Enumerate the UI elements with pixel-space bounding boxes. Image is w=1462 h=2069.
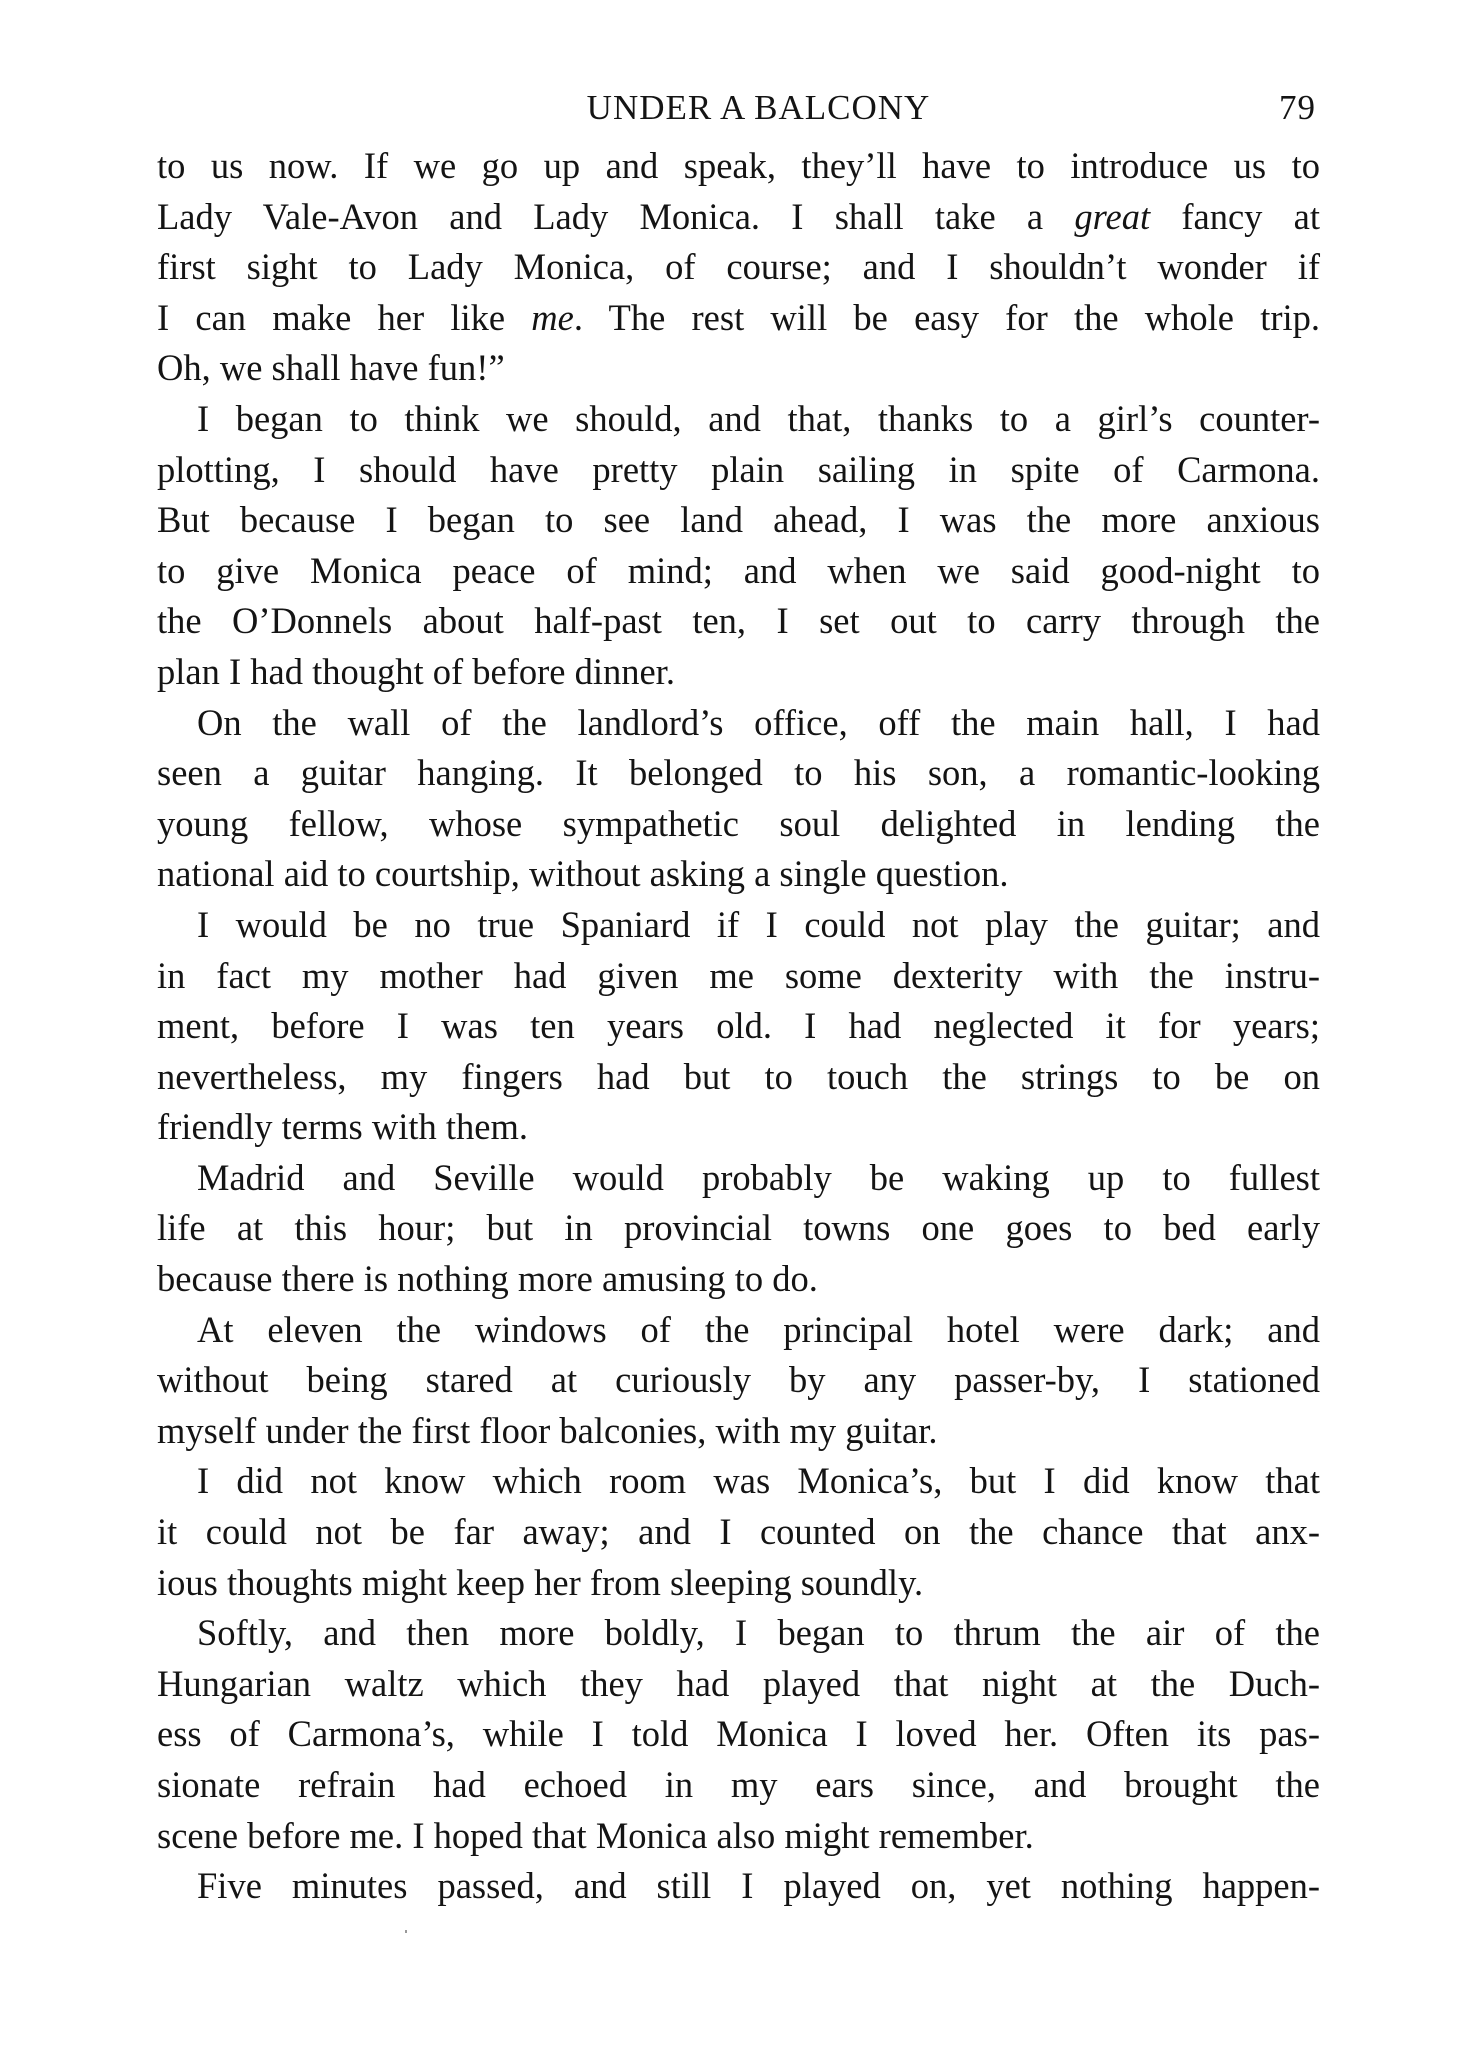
text-segment: seen a guitar hanging. It belonged to his son, a romantic-looking	[157, 752, 1320, 794]
text-segment: without being stared at curiously by any passer-by, I stationed	[157, 1359, 1320, 1401]
text-segment: But because I began to see land ahead, I was the more anxious	[157, 499, 1320, 541]
text-segment: fancy at	[1150, 195, 1320, 237]
text-line	[157, 495, 1320, 546]
text-segment: because there is nothing more amusing to do.	[157, 1258, 818, 1300]
paragraph	[157, 1153, 1320, 1305]
paragraph	[157, 1456, 1320, 1608]
text-segment: At eleven the windows of the principal hotel were dark; and	[197, 1308, 1320, 1350]
text-segment: national aid to courtship, without asking a single question.	[157, 853, 1009, 895]
text-segment: ious thoughts might keep her from sleeping soundly.	[157, 1561, 924, 1603]
text-segment: I began to think we should, and that, thanks to a girl’s counter-	[197, 397, 1320, 439]
paragraph	[157, 698, 1320, 900]
italic-emphasis: great	[1074, 195, 1151, 237]
text-line	[157, 445, 1320, 496]
text-segment: young fellow, whose sympathetic soul delighted in lending the	[157, 802, 1320, 844]
text-segment: it could not be far away; and I counted on the chance that anx-	[157, 1511, 1320, 1553]
text-line	[157, 1355, 1320, 1406]
text-segment: Lady Vale-Avon and Lady Monica. I shall take a	[157, 195, 1075, 237]
text-line	[157, 1558, 1320, 1609]
paragraph	[157, 141, 1320, 394]
text-segment: sionate refrain had echoed in my ears since, and brought the	[157, 1764, 1320, 1805]
text-segment: first sight to Lady Monica, of course; and I shouldn’t wonder if	[157, 246, 1320, 288]
text-segment: Hungarian waltz which they had played that night at the Duch-	[157, 1662, 1320, 1704]
text-line	[157, 1659, 1320, 1710]
scan-speck	[405, 1930, 407, 1933]
running-title: UNDER A BALCONY	[586, 88, 931, 127]
page-number: 79	[1279, 88, 1316, 127]
text-line	[157, 1254, 1320, 1305]
text-line	[157, 1102, 1320, 1153]
text-line	[157, 1406, 1320, 1457]
text-line	[157, 647, 1320, 698]
text-segment: . The rest will be easy for the whole trip.	[573, 296, 1321, 338]
text-segment: plotting, I should have pretty plain sailing in spite of Carmona.	[157, 448, 1320, 490]
text-line	[157, 1001, 1320, 1052]
text-line	[157, 1203, 1320, 1254]
text-line	[157, 546, 1320, 597]
text-segment: ment, before I was ten years old. I had neglected it for years;	[157, 1005, 1320, 1047]
text-segment: I did not know which room was Monica’s, but I did know that	[197, 1460, 1320, 1502]
text-line	[157, 343, 1320, 394]
running-head	[157, 78, 1320, 134]
text-line	[157, 1305, 1320, 1356]
text-line	[157, 293, 1320, 344]
text-line	[157, 1709, 1320, 1760]
text-line	[157, 1507, 1320, 1558]
text-line	[157, 596, 1320, 647]
text-line	[157, 1760, 1320, 1811]
text-segment: I can make her like	[157, 296, 532, 338]
text-segment: to give Monica peace of mind; and when we said good-night to	[157, 549, 1320, 591]
paragraph	[157, 394, 1320, 698]
text-line	[157, 192, 1320, 243]
body-text	[157, 141, 1320, 1912]
text-line	[157, 799, 1320, 850]
text-line	[157, 1811, 1320, 1862]
text-segment: the O’Donnels about half-past ten, I set out to carry through the	[157, 600, 1320, 642]
text-line	[157, 1456, 1320, 1507]
text-line	[157, 951, 1320, 1002]
text-line	[157, 900, 1320, 951]
text-segment: myself under the first floor balconies, with my guitar.	[157, 1409, 938, 1451]
text-segment: scene before me. I hoped that Monica also might remember.	[157, 1814, 1034, 1856]
text-line	[157, 141, 1320, 192]
text-segment: in fact my mother had given me some dexterity with the instru-	[157, 954, 1320, 996]
text-line	[157, 748, 1320, 799]
paragraph	[157, 1861, 1320, 1912]
text-segment: I would be no true Spaniard if I could not play the guitar; and	[197, 903, 1320, 945]
paragraph	[157, 1608, 1320, 1861]
text-segment: Five minutes passed, and still I played on, yet nothing happen-	[197, 1865, 1320, 1907]
italic-emphasis: me	[531, 296, 574, 338]
text-line	[157, 1153, 1320, 1204]
text-segment: nevertheless, my fingers had but to touch the strings to be on	[157, 1055, 1320, 1097]
text-line	[157, 698, 1320, 749]
text-line	[157, 1608, 1320, 1659]
text-line	[157, 394, 1320, 445]
paragraph	[157, 1305, 1320, 1457]
text-segment: life at this hour; but in provincial towns one goes to bed early	[157, 1207, 1320, 1249]
text-segment: friendly terms with them.	[157, 1106, 529, 1148]
text-line	[157, 1861, 1320, 1912]
text-segment: plan I had thought of before dinner.	[157, 650, 675, 692]
paragraph	[157, 900, 1320, 1153]
text-segment: ess of Carmona’s, while I told Monica I loved her. Often its pas-	[157, 1713, 1320, 1755]
book-page	[157, 78, 1320, 1912]
text-line	[157, 1052, 1320, 1103]
text-segment: Oh, we shall have fun!”	[157, 347, 505, 389]
text-segment: On the wall of the landlord’s office, off the main hall, I had	[197, 701, 1320, 743]
text-line	[157, 849, 1320, 900]
text-line	[157, 242, 1320, 293]
text-segment: Madrid and Seville would probably be waking up to fullest	[197, 1156, 1320, 1198]
text-segment: Softly, and then more boldly, I began to thrum the air of the	[197, 1612, 1320, 1654]
text-segment: to us now. If we go up and speak, they’ll have to introduce us to	[157, 145, 1320, 186]
